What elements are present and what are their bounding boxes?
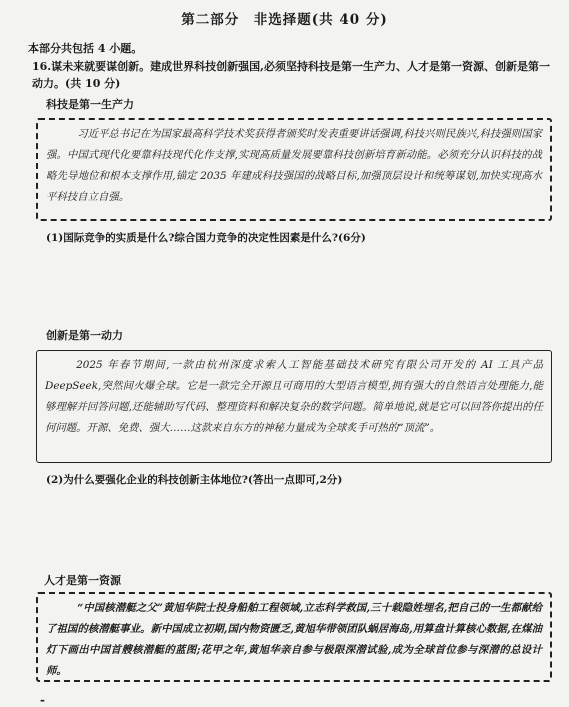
part-title: 第二部分 非选择题(共 40 分) (181, 12, 388, 28)
section-heading-innovation: 创新是第一动力 (46, 329, 123, 342)
material-text-technology: 习近平总书记在为国家最高科学技术奖获得者颁奖时发表重要讲话强调,科技兴则民族兴,科技强则国家强。中国式现代化要靠科技现代化作支撑,实现高质量发展要靠科技创新培育新动能。必须充分认识科技的战略先导地位和根本支撑作用,锚定 2035 年建成科技强国的战略目标,加强顶层设计和统筹谋划,加快实现高水平科技自立自强。 (46, 128, 542, 203)
material-box-innovation (36, 350, 552, 463)
material-text-innovation: 2025 年春节期间,一款由杭州深度求索人工智能基础技术研究有限公司开发的 AI 工具产品 DeepSeek,突然间火爆全球。它是一款完全开源且可商用的大型语言模型,拥有强大的自然语言处理能力,能够理解并回答问题,还能辅助写代码、整理资料和解决复杂的数学问题。简单地说,就是它可以回答你提出的任何问题。开源、免费、强大……这款来自东方的神秘力量成为全球炙手可热的“顶流”。 (45, 359, 543, 434)
material-box-talent (36, 592, 552, 682)
material-text-talent: “中国核潜艇之父”黄旭华院士投身船舶工程领域,立志科学救国,三十载隐姓埋名,把自己的一生都献给了祖国的核潜艇事业。新中国成立初期,国内物资匮乏,黄旭华带领团队蜗居海岛,用算盘计算核心数据,在煤油灯下画出中国首艘核潜艇的蓝图;花甲之年,黄旭华亲自参与极限深潜试验,成为全球首位参与深潜的总设计师。 (46, 602, 542, 677)
section-heading-technology: 科技是第一生产力 (46, 98, 134, 111)
question-16-stem: 16.谋未来就要谋创新。建成世界科技创新强国,必须坚持科技是第一生产力、人才是第一资源、创新是第一动力。(共 10 分) (32, 60, 550, 90)
section-heading-talent: 人才是第一资源 (44, 574, 121, 587)
question-1: (1)国际竞争的实质是什么?综合国力竞争的决定性因素是什么?(6分) (46, 232, 366, 244)
footer-mark: - (40, 693, 45, 707)
material-box-technology (36, 118, 552, 221)
question-2: (2)为什么要强化企业的科技创新主体地位?(答出一点即可,2分) (46, 474, 343, 486)
part-intro: 本部分共包括 4 小题。 (28, 42, 143, 55)
